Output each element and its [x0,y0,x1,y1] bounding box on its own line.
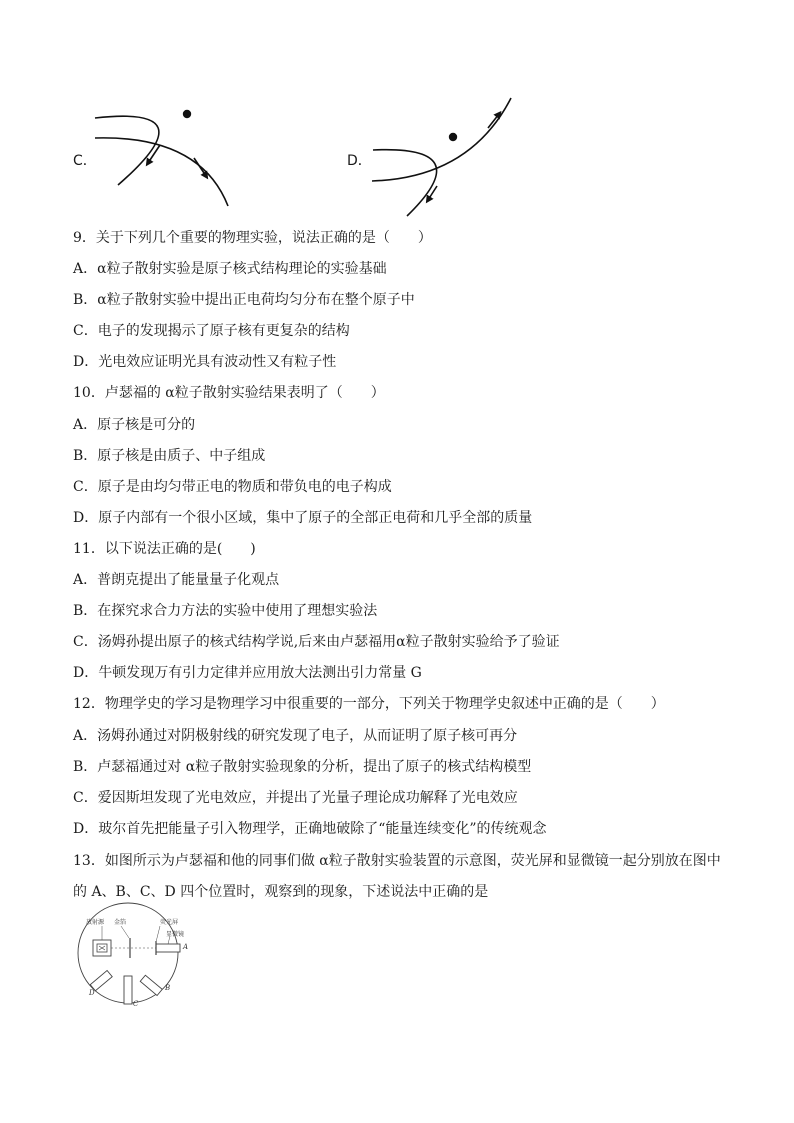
apparatus-position-a: A [183,943,189,951]
question-9-option-a: A．α粒子散射实验是原子核式结构理论的实验基础 [73,261,387,277]
question-10-stem: 10．卢瑟福的 α粒子散射实验结果表明了（ ） [73,385,385,401]
question-9-option-b: B．α粒子散射实验中提出正电荷均匀分布在整个原子中 [73,292,415,308]
question-10-option-d: D．原子内部有一个很小区域，集中了原子的全部正电荷和几乎全部的质量 [73,510,533,526]
question-10-option-a: A．原子核是可分的 [73,417,196,433]
apparatus-position-c: C [133,1000,139,1008]
apparatus-source-label: 放射源 [86,919,105,926]
question-10-option-b: B．原子核是由质子、中子组成 [73,448,266,464]
apparatus-microscope-label: 显微镜 [166,931,185,938]
apparatus-position-b: B [165,984,171,992]
figure-option-d-label: D． [347,153,372,169]
question-13-stem-line-1: 13．如图所示为卢瑟福和他的同事们做 α粒子散射实验装置的示意图，荧光屏和显微镜一起分别放在图中 [73,853,721,869]
apparatus-foil-label: 金箔 [114,919,127,926]
question-11-option-c: C．汤姆孙提出原子的核式结构学说,后来由卢瑟福用α粒子散射实验给予了验证 [73,634,560,650]
question-12-option-c: C．爱因斯坦发现了光电效应，并提出了光量子理论成功解释了光电效应 [73,790,518,806]
question-9-option-d: D．光电效应证明光具有波动性又有粒子性 [73,354,337,370]
question-13-stem-line-2: 的 A、B、C、D 四个位置时，观察到的现象，下述说法中正确的是 [73,884,489,900]
question-12-option-b: B．卢瑟福通过对 α粒子散射实验现象的分析，提出了原子的核式结构模型 [73,759,532,775]
question-11-option-d: D．牛顿发现万有引力定律并应用放大法测出引力常量 G [73,665,422,681]
question-9-option-c: C．电子的发现揭示了原子核有更复杂的结构 [73,323,350,339]
question-12-option-d: D．玻尔首先把能量子引入物理学，正确地破除了“能量连续变化”的传统观念 [73,821,547,837]
apparatus-position-d: D [89,989,95,997]
question-12-stem: 12．物理学史的学习是物理学习中很重要的一部分，下列关于物理学史叙述中正确的是（ ） [73,696,665,712]
question-10-option-c: C．原子是由均匀带正电的物质和带负电的电子构成 [73,479,392,495]
question-11-stem: 11．以下说法正确的是( ) [73,541,256,557]
question-11-option-b: B．在探究求合力方法的实验中使用了理想实验法 [73,603,378,619]
question-9-stem: 9．关于下列几个重要的物理实验，说法正确的是（ ） [73,230,432,246]
question-12-option-a: A．汤姆孙通过对阴极射线的研究发现了电子，从而证明了原子核可再分 [73,728,518,744]
apparatus-screen-label: 荧光屏 [160,919,179,926]
figure-option-c-label: C． [73,153,97,169]
question-11-option-a: A．普朗克提出了能量量子化观点 [73,572,280,588]
